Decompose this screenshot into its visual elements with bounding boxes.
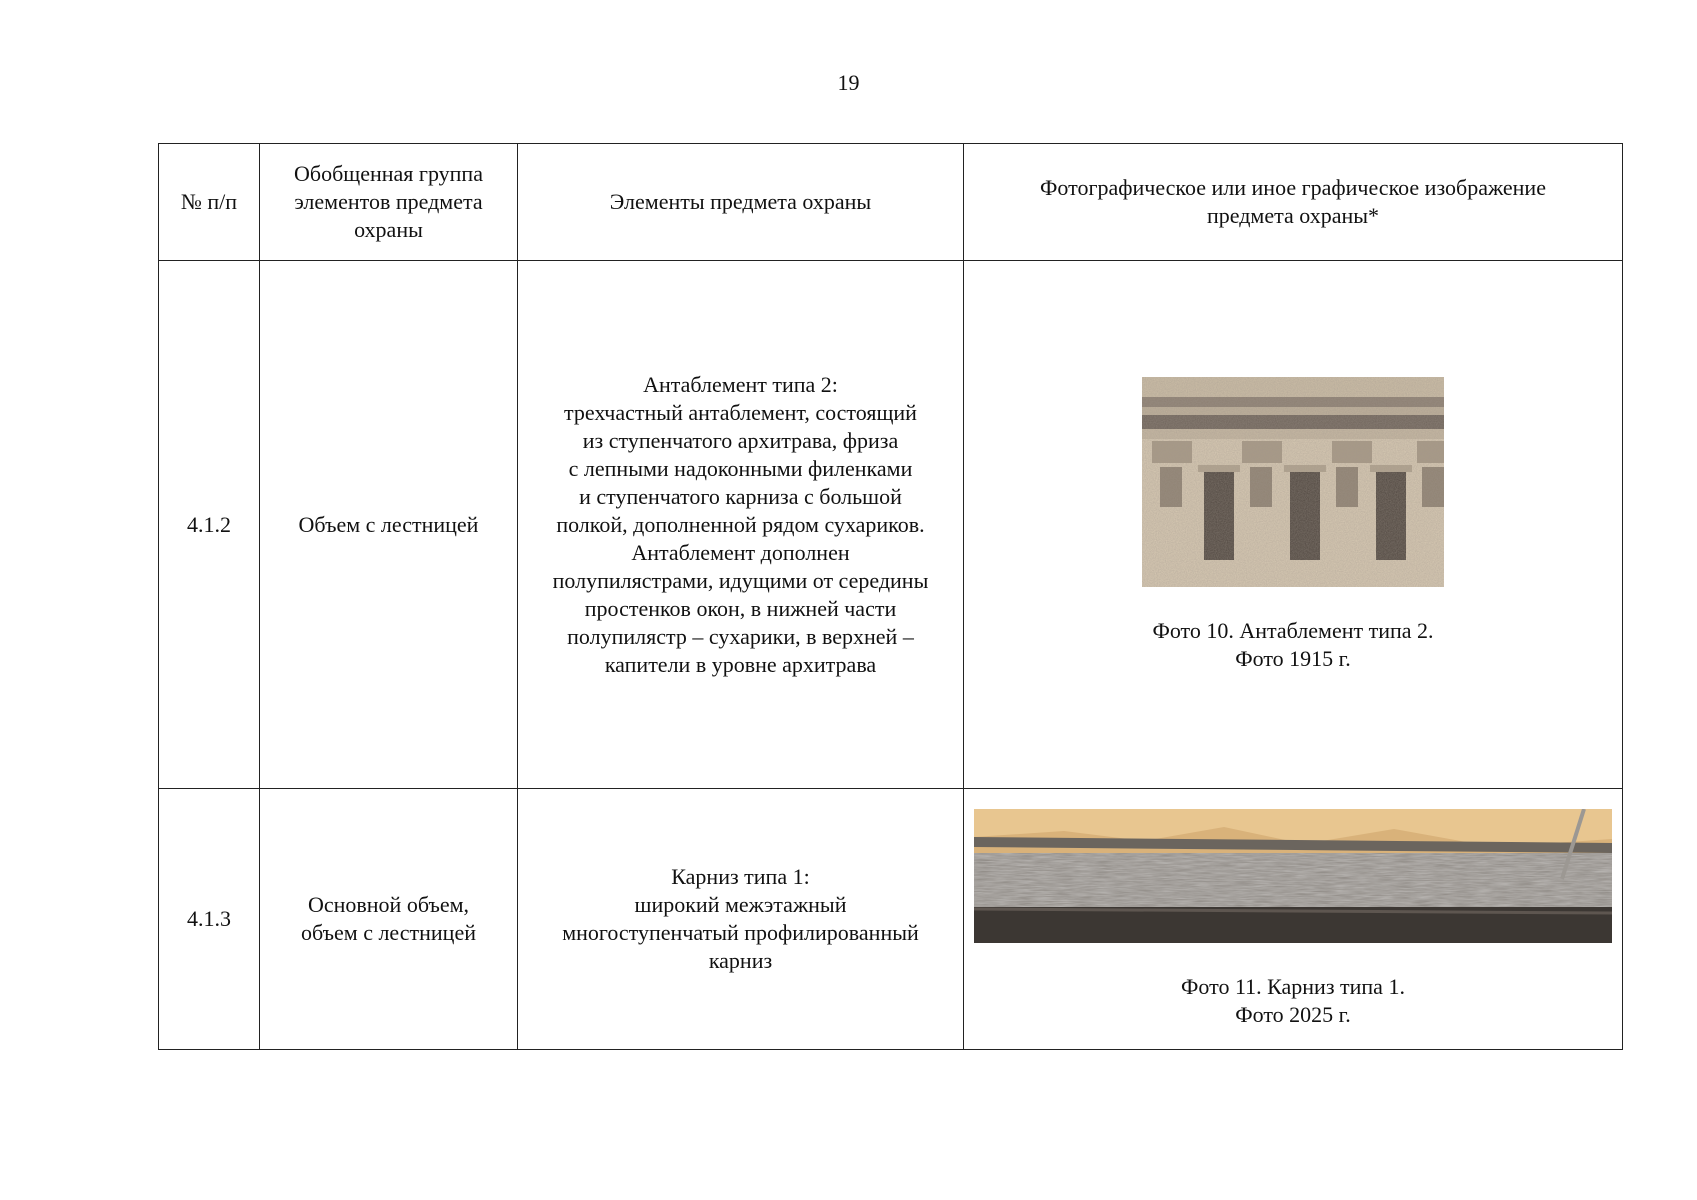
photo-caption: Фото 11. Карниз типа 1. Фото 2025 г. [1181, 974, 1405, 1027]
header-number: № п/п [159, 144, 260, 261]
header-photo: Фотографическое или иное графическое изображение предмета охраны* [964, 144, 1623, 261]
page-number: 19 [837, 70, 860, 95]
row-elements: Карниз типа 1: широкий межэтажный многоступенчатый профилированный карниз [518, 789, 964, 1050]
table-header-row [159, 144, 1623, 261]
row-elements: Антаблемент типа 2: трехчастный антаблемент, состоящий из ступенчатого архитрава, фриза с лепными надоконными филенками и ступенчатого карниза с большой полкой, дополненной рядом сухариков. Антаблемент дополнен полупилястрами, идущими от середины простенков окон, в нижней части полупилястр – сухарики, в верхней – капители в уровне архитрава [518, 261, 964, 789]
row-group: Основной объем, объем с лестницей [260, 789, 518, 1050]
header-group: Обобщенная группа элементов предмета охраны [260, 144, 518, 261]
row-photo-cell [964, 261, 1623, 789]
row-group: Объем с лестницей [260, 261, 518, 789]
header-elements: Элементы предмета охраны [518, 144, 964, 261]
cornice-photo-icon [974, 809, 1612, 943]
table-row [159, 261, 1623, 789]
photo-caption: Фото 10. Антаблемент типа 2. Фото 1915 г. [1152, 617, 1434, 671]
protection-elements-table [158, 143, 1623, 1050]
row-photo-cell [964, 789, 1623, 1050]
table-row [159, 789, 1623, 1050]
row-number: 4.1.3 [159, 789, 260, 1050]
row-number: 4.1.2 [159, 261, 260, 789]
historic-facade-photo-icon [1142, 377, 1444, 587]
